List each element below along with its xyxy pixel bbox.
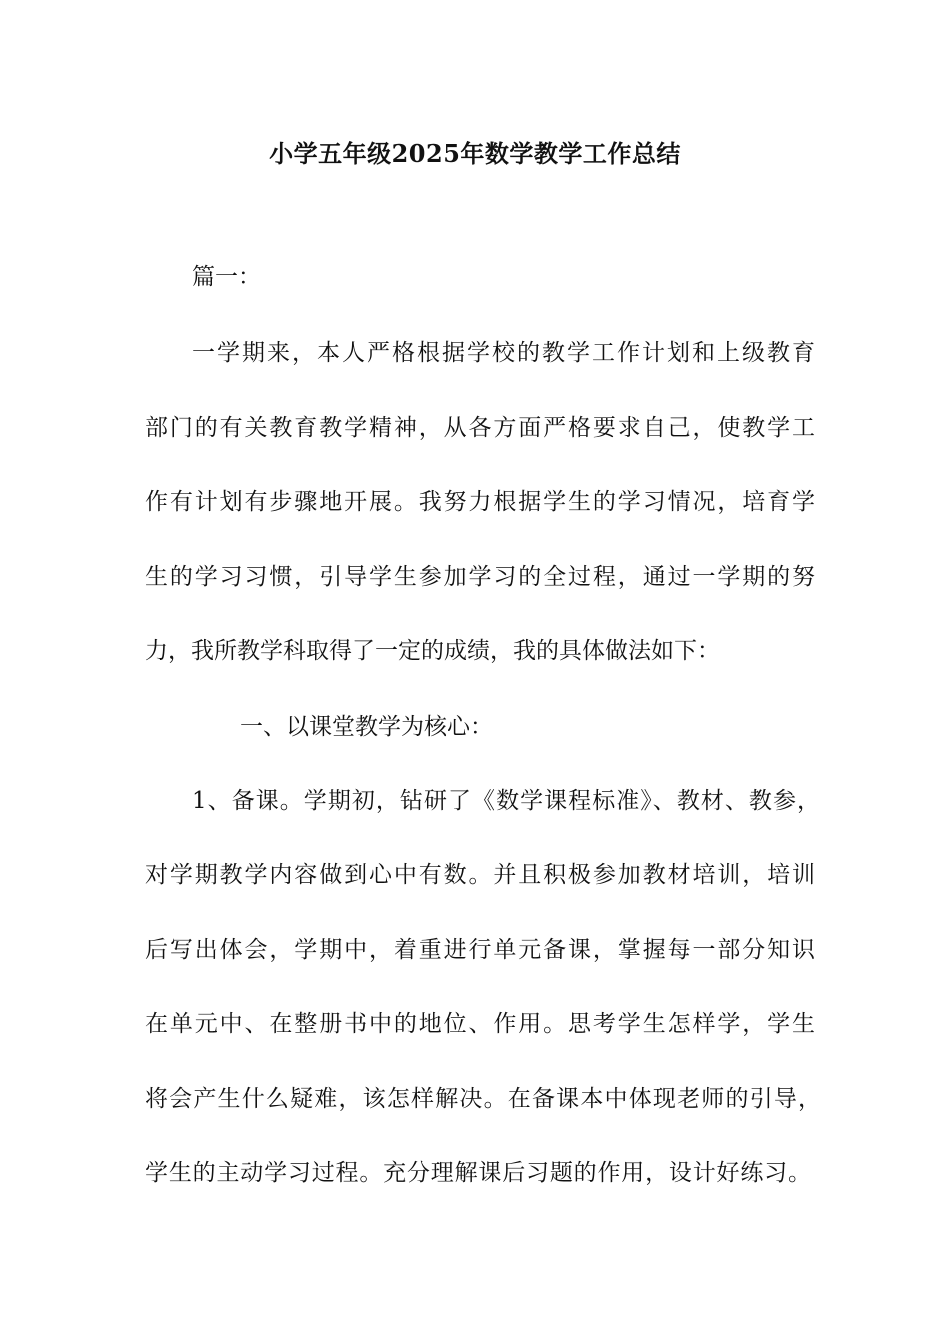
paragraph-line: 作有计划有步骤地开展。我努力根据学生的学习情况，培育学: [145, 489, 815, 515]
paragraph-line: 学生的主动学习过程。充分理解课后习题的作用，设计好练习。: [145, 1160, 811, 1186]
document-title: 小学五年级2025年数学教学工作总结: [269, 139, 681, 168]
paragraph-line: 后写出体会，学期中，着重进行单元备课，掌握每一部分知识: [145, 937, 815, 963]
paragraph-line: 生的学习习惯，引导学生参加学习的全过程，通过一学期的努: [145, 564, 815, 590]
paragraph-line: 对学期教学内容做到心中有数。并且积极参加教材培训，培训: [145, 862, 815, 888]
paragraph-line: 部门的有关教育教学精神，从各方面严格要求自己，使教学工: [145, 415, 815, 441]
paragraph-line: 一学期来，本人严格根据学校的教学工作计划和上级教育: [192, 340, 815, 366]
paragraph-line: 在单元中、在整册书中的地位、作用。思考学生怎样学，学生: [145, 1011, 815, 1037]
paragraph-line: 1、备课。学期初，钻研了《数学课程标准》、教材、教参，: [192, 788, 820, 814]
paragraph-line: 力，我所教学科取得了一定的成绩，我的具体做法如下：: [145, 638, 720, 664]
section-label: 篇一：: [192, 264, 261, 290]
paragraph-line: 将会产生什么疑难，该怎样解决。在备课本中体现老师的引导，: [145, 1086, 821, 1112]
subheading: 一、以课堂教学为核心：: [240, 714, 493, 740]
